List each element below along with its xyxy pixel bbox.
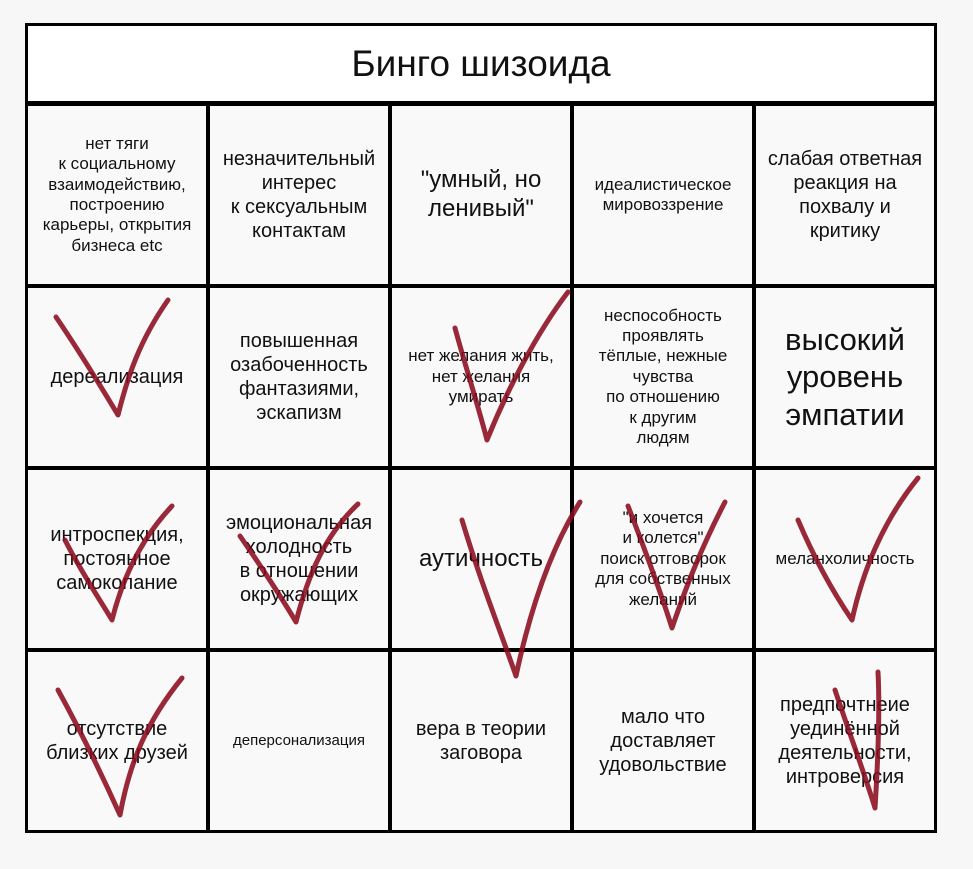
bingo-board xyxy=(25,23,937,833)
bingo-cell[interactable]: незначительный интерес к сексуальным контактам xyxy=(210,106,388,284)
bingo-cell[interactable]: идеалистическое мировоззрение xyxy=(574,106,752,284)
bingo-cell[interactable]: аутичность xyxy=(392,470,570,648)
bingo-cell[interactable]: нет тяги к социальному взаимодействию, построению карьеры, открытия бизнеса etc xyxy=(28,106,206,284)
bingo-cell[interactable]: неспособность проявлять тёплые, нежные чувства по отношению к другим людям xyxy=(574,288,752,466)
bingo-cell[interactable]: высокий уровень эмпатии xyxy=(756,288,934,466)
bingo-cell[interactable]: интроспекция, постоянное самокопание xyxy=(28,470,206,648)
bingo-cell[interactable]: предпочтнеие уединённой деятельности, интроверсия xyxy=(756,652,934,830)
bingo-cell[interactable]: вера в теории заговора xyxy=(392,652,570,830)
bingo-cell[interactable]: эмоциональная холодность в отношении окружающих xyxy=(210,470,388,648)
bingo-cell[interactable]: мало что доставляет удовольствие xyxy=(574,652,752,830)
bingo-cell[interactable]: нет желания жить, нет желания умирать xyxy=(392,288,570,466)
bingo-title: Бинго шизоида xyxy=(28,26,934,101)
bingo-cell[interactable]: дереализация xyxy=(28,288,206,466)
bingo-cell[interactable]: меланхоличность xyxy=(756,470,934,648)
bingo-cell[interactable]: "умный, но ленивый" xyxy=(392,106,570,284)
bingo-cell[interactable]: "и хочется и колется" поиск отговорок для собственных желаний xyxy=(574,470,752,648)
bingo-cell[interactable]: деперсонализация xyxy=(210,652,388,830)
bingo-grid xyxy=(28,106,934,830)
bingo-cell[interactable]: повышенная озабоченность фантазиями, эскапизм xyxy=(210,288,388,466)
bingo-cell[interactable]: отсутствие близких друзей xyxy=(28,652,206,830)
bingo-cell[interactable]: слабая ответная реакция на похвалу и критику xyxy=(756,106,934,284)
